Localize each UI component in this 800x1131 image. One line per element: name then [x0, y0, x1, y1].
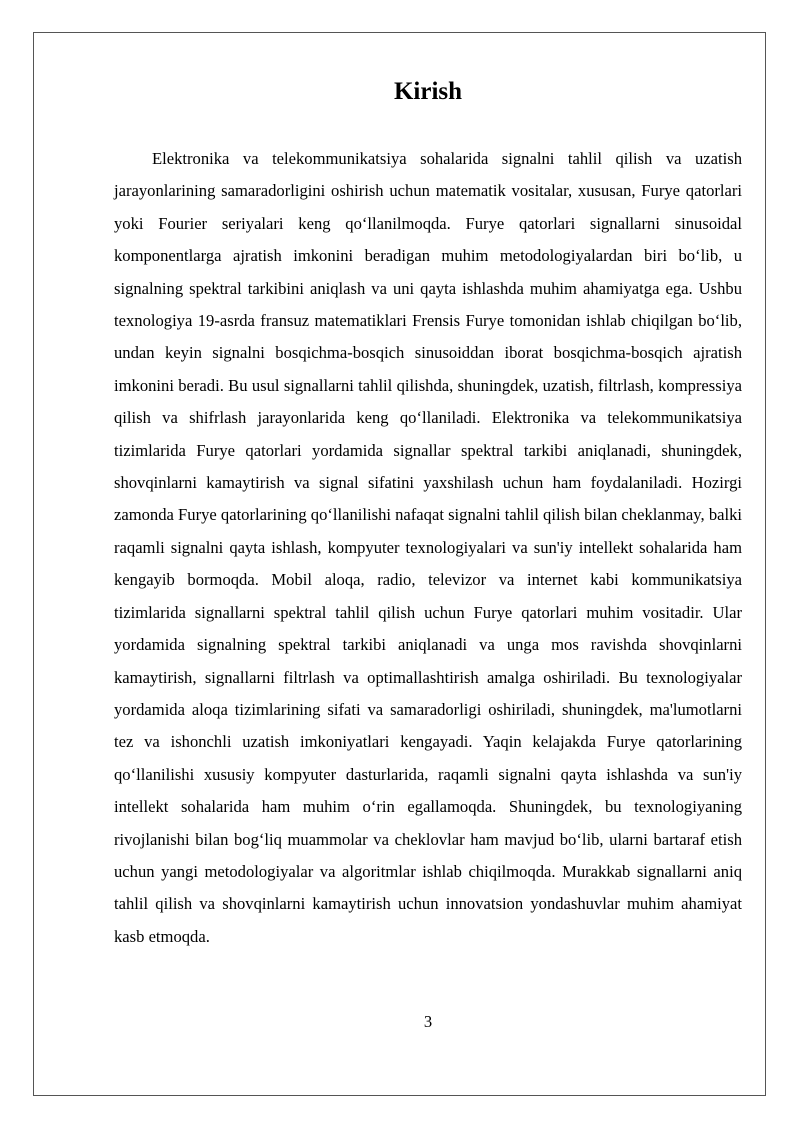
body-paragraph: Elektronika va telekommunikatsiya sohalarida signalni tahlil qilish va uzatish jarayonlarining samaradorligini oshirish uchun matematik vositalar, xususan, Furye qatorlari yoki Fourier seriyalari keng qo‘llanilmoqda. Furye qatorlari signallarni sinusoidal komponentlarga ajratish imkonini beradigan muhim metodologiyalardan biri bo‘lib, u signalning spektral tarkibini aniqlash va uni qayta ishlashda muhim ahamiyatga ega. Ushbu texnologiya 19-asrda fransuz matematiklari Frensis Furye tomonidan ishlab chiqilgan bo‘lib, undan keyin signalni bosqichma-bosqich sinusoiddan iborat bosqichma-bosqich ajratish imkonini beradi. Bu usul signallarni tahlil qilishda, shuningdek, uzatish, filtrlash, kompressiya qilish va shifrlash jarayonlarida keng qo‘llaniladi. Elektronika va telekommunikatsiya tizimlarida Furye qatorlari yordamida signallar spektral tarkibi aniqlanadi, shuningdek, shovqinlarni kamaytirish va signal sifatini yaxshilash uchun ham foydalaniladi. Hozirgi zamonda Furye qatorlarining qo‘llanilishi nafaqat signalni tahlil qilish bilan cheklanmay, balki raqamli signalni qayta ishlash, kompyuter texnologiyalari va sun'iy intellekt sohalarida ham kengayib bormoqda. Mobil aloqa, radio, televizor va internet kabi kommunikatsiya tizimlarida signallarni spektral tahlil qilish uchun Furye qatorlari muhim vositadir. Ular yordamida signalning spektral tarkibi aniqlanadi va unga mos ravishda shovqinlarni kamaytirish, signallarni filtrlash va optimallashtirish amalga oshiriladi. Bu texnologiyalar yordamida aloqa tizimlarining sifati va samaradorligi oshiriladi, shuningdek, ma'lumotlarni tez va ishonchli uzatish imkoniyatlari kengayadi. Yaqin kelajakda Furye qatorlarining qo‘llanilishi xususiy kompyuter dasturlarida, raqamli signalni qayta ishlashda va sun'iy intellekt sohalarida ham muhim o‘rin egallamoqda. Shuningdek, bu texnologiyaning rivojlanishi bilan bog‘liq muammolar va cheklovlar ham mavjud bo‘lib, ularni bartaraf etish uchun yangi metodologiyalar va algoritmlar ishlab chiqilmoqda. Murakkab signallarni aniq tahlil qilish va shovqinlarni kamaytirish uchun innovatsion yondashuvlar muhim ahamiyat kasb etmoqda. — [114, 149, 742, 946]
page-number: 3 — [423, 1012, 433, 1031]
page-title: Kirish — [393, 78, 463, 105]
